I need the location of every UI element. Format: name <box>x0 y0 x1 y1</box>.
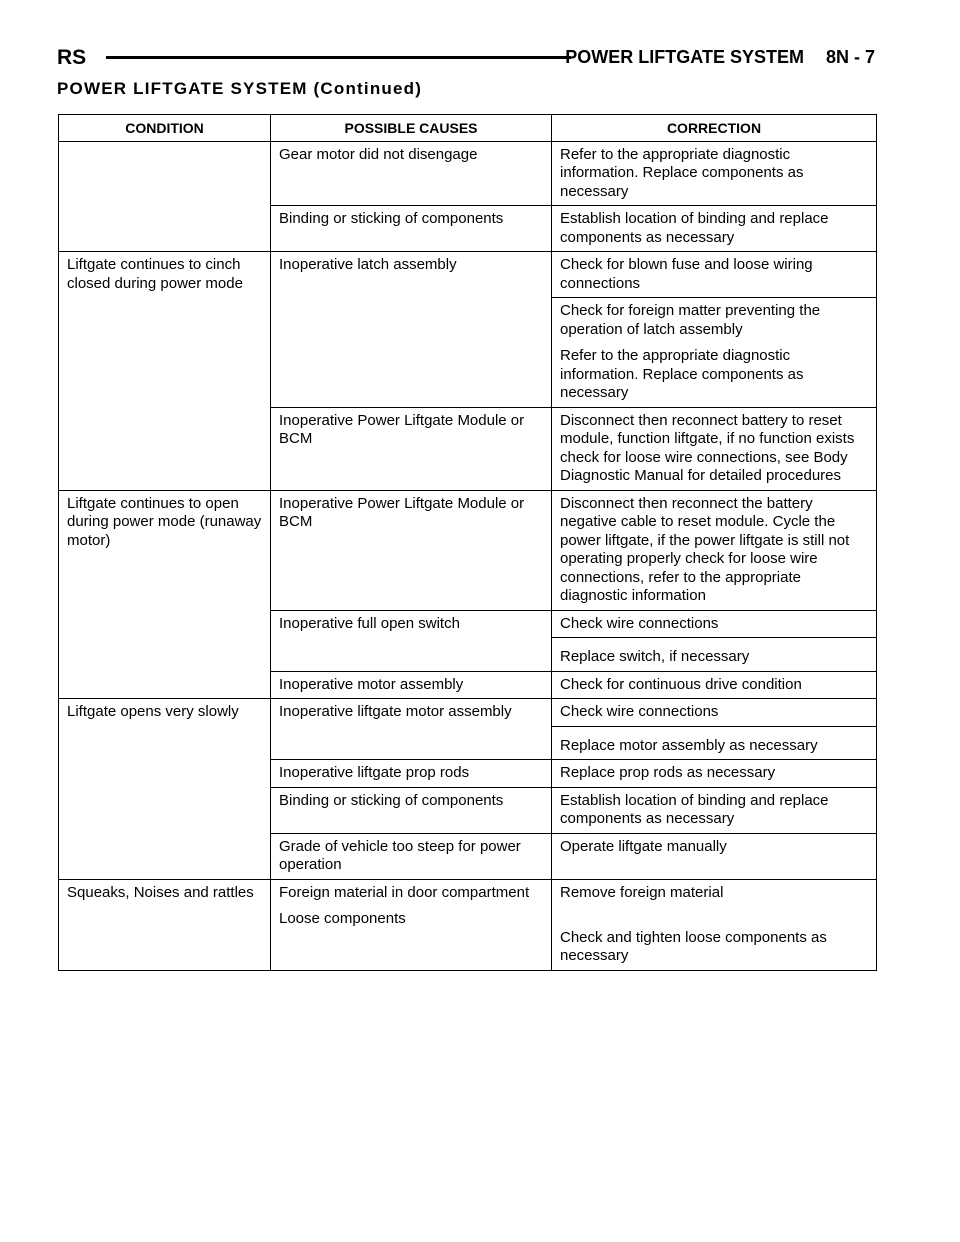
correction-cell: Disconnect then reconnect battery to reset module, function liftgate, if no function exists check for loose wire connections, see Body Diagnostic Manual for detailed procedures <box>552 407 877 490</box>
table-row <box>59 490 877 610</box>
correction-text: Remove foreign material <box>560 883 724 901</box>
cause-cell: Inoperative full open switch <box>271 610 552 671</box>
correction-item: Check for blown fuse and loose wiring connections <box>560 256 813 292</box>
cause-cell: Inoperative liftgate motor assembly <box>271 699 552 760</box>
correction-item: Replace switch, if necessary <box>552 637 876 671</box>
correction-cell <box>552 610 877 671</box>
condition-cell <box>59 141 271 252</box>
correction-text: Check and tighten loose components as necessary <box>560 928 827 964</box>
correction-cell: Replace prop rods as necessary <box>552 760 877 788</box>
manual-code: RS <box>57 46 87 69</box>
correction-cell: Operate liftgate manually <box>552 833 877 879</box>
cause-cell: Inoperative Power Liftgate Module or BCM <box>271 407 552 490</box>
header-possible-causes: POSSIBLE CAUSES <box>271 115 552 142</box>
correction-cell: Refer to the appropriate diagnostic information. Replace components as necessary <box>552 141 877 206</box>
correction-cell <box>552 879 877 970</box>
condition-cell: Liftgate continues to open during power mode (runaway motor) <box>59 490 271 699</box>
table-row <box>59 252 877 408</box>
diagnosis-table <box>58 114 877 971</box>
table-row <box>59 141 877 206</box>
condition-cell: Liftgate opens very slowly <box>59 699 271 880</box>
correction-cell: Establish location of binding and replace components as necessary <box>552 787 877 833</box>
cause-text: Loose components <box>279 910 406 927</box>
condition-cell: Squeaks, Noises and rattles <box>59 879 271 970</box>
header-title: POWER LIFTGATE SYSTEM <box>565 47 804 67</box>
cause-cell: Inoperative liftgate prop rods <box>271 760 552 788</box>
correction-text: Check for foreign matter preventing the operation of latch assembly <box>560 302 821 338</box>
header-right <box>565 47 875 68</box>
correction-item: Replace motor assembly as necessary <box>552 726 876 760</box>
correction-item <box>552 297 876 407</box>
correction-cell <box>552 699 877 760</box>
cause-cell: Inoperative motor assembly <box>271 671 552 699</box>
page-header <box>57 46 875 70</box>
header-condition: CONDITION <box>59 115 271 142</box>
cause-text: Foreign material in door compartment <box>279 883 530 901</box>
correction-item: Check wire connections <box>560 614 719 632</box>
header-rule <box>106 56 571 59</box>
cause-cell <box>271 879 552 970</box>
table-header-row <box>59 115 877 142</box>
correction-cell: Establish location of binding and replace components as necessary <box>552 206 877 252</box>
correction-cell <box>552 252 877 408</box>
cause-cell: Grade of vehicle too steep for power operation <box>271 833 552 879</box>
cause-cell: Inoperative latch assembly <box>271 252 552 408</box>
cause-cell: Inoperative Power Liftgate Module or BCM <box>271 490 552 610</box>
cause-cell: Binding or sticking of components <box>271 206 552 252</box>
correction-item: Check wire connections <box>560 703 719 720</box>
table-row <box>59 879 877 970</box>
cause-cell: Gear motor did not disengage <box>271 141 552 206</box>
condition-cell: Liftgate continues to cinch closed during power mode <box>59 252 271 491</box>
section-title: POWER LIFTGATE SYSTEM (Continued) <box>57 79 423 98</box>
header-correction: CORRECTION <box>552 115 877 142</box>
page-number: 8N - 7 <box>825 47 875 67</box>
correction-text: Refer to the appropriate diagnostic information. Replace components as necessary <box>560 347 804 401</box>
cause-cell: Binding or sticking of components <box>271 787 552 833</box>
table-row <box>59 699 877 760</box>
correction-cell: Disconnect then reconnect the battery negative cable to reset module. Cycle the power liftgate, if the power liftgate is still not operating properly check for loose wire connections, refer to the appropriate diagnostic information <box>552 490 877 610</box>
correction-cell: Check for continuous drive condition <box>552 671 877 699</box>
